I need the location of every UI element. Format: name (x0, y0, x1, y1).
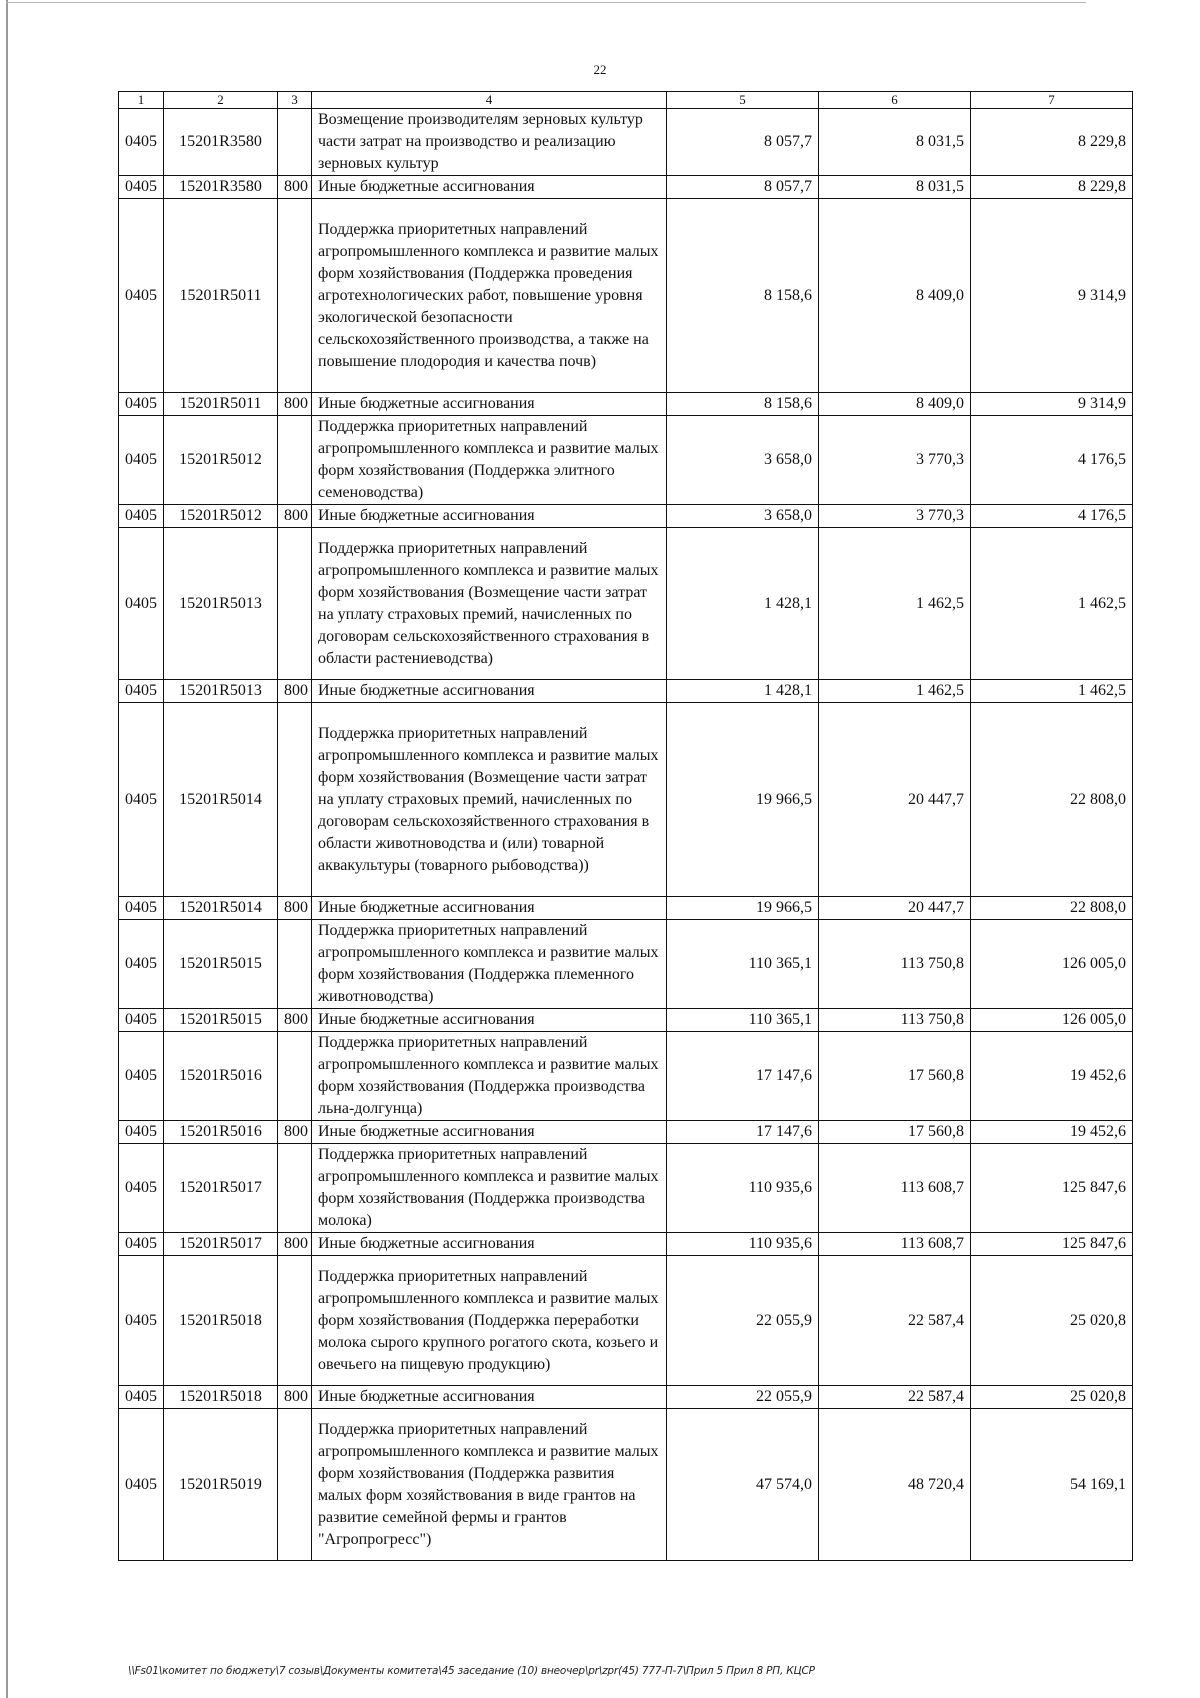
table-row (119, 1121, 1133, 1144)
amount-year3-cell: 4 176,5 (971, 416, 1133, 505)
description-cell: Поддержка приоритетных направлений агропромышленного комплекса и развитие малых форм хозяйствования (Поддержка производства льна-долгунца) (312, 1032, 667, 1121)
amount-year2-cell: 3 770,3 (819, 416, 971, 505)
description-cell: Возмещение производителям зерновых культур части затрат на производство и реализацию зерновых культур (312, 109, 667, 176)
table-row (119, 1386, 1133, 1409)
amount-year1-cell: 3 658,0 (667, 416, 819, 505)
expense-type-cell: 800 (278, 1121, 312, 1144)
table-row (119, 393, 1133, 416)
amount-year2-cell: 22 587,4 (819, 1256, 971, 1386)
amount-year2-cell: 1 462,5 (819, 528, 971, 680)
description-cell: Поддержка приоритетных направлений агропромышленного комплекса и развитие малых форм хозяйствования (Возмещение части затрат на уплату страховых премий, начисленных по договорам сельскохозяйственного страхования в области растениеводства) (312, 528, 667, 680)
amount-year3-cell: 54 169,1 (971, 1409, 1133, 1561)
column-header: 3 (278, 92, 312, 109)
amount-year1-cell: 1 428,1 (667, 680, 819, 703)
amount-year1-cell: 3 658,0 (667, 505, 819, 528)
amount-year1-cell: 47 574,0 (667, 1409, 819, 1561)
column-header: 7 (971, 92, 1133, 109)
table-row (119, 505, 1133, 528)
expense-type-cell (278, 199, 312, 393)
column-header: 1 (119, 92, 164, 109)
amount-year3-cell: 22 808,0 (971, 703, 1133, 897)
table-row (119, 920, 1133, 1009)
column-header: 4 (312, 92, 667, 109)
description-cell: Иные бюджетные ассигнования (312, 505, 667, 528)
description-cell: Поддержка приоритетных направлений агропромышленного комплекса и развитие малых форм хозяйствования (Возмещение части затрат на уплату страховых премий, начисленных по договорам сельскохозяйственного страхования в области животноводства и (или) товарной аквакультуры (товарного рыбоводства)) (312, 703, 667, 897)
amount-year1-cell: 19 966,5 (667, 703, 819, 897)
amount-year2-cell: 17 560,8 (819, 1032, 971, 1121)
target-code-cell: 15201R5015 (164, 920, 278, 1009)
amount-year3-cell: 4 176,5 (971, 505, 1133, 528)
expense-type-cell: 800 (278, 897, 312, 920)
table-row (119, 416, 1133, 505)
expense-type-cell (278, 528, 312, 680)
target-code-cell: 15201R5011 (164, 199, 278, 393)
target-code-cell: 15201R5014 (164, 897, 278, 920)
amount-year2-cell: 22 587,4 (819, 1386, 971, 1409)
expense-type-cell (278, 703, 312, 897)
amount-year3-cell: 126 005,0 (971, 920, 1133, 1009)
expense-type-cell: 800 (278, 505, 312, 528)
amount-year3-cell: 126 005,0 (971, 1009, 1133, 1032)
amount-year3-cell: 8 229,8 (971, 176, 1133, 199)
amount-year2-cell: 8 031,5 (819, 109, 971, 176)
table-row (119, 1409, 1133, 1561)
description-cell: Иные бюджетные ассигнования (312, 897, 667, 920)
target-code-cell: 15201R5015 (164, 1009, 278, 1032)
table-row (119, 1032, 1133, 1121)
description-cell: Поддержка приоритетных направлений агропромышленного комплекса и развитие малых форм хозяйствования (Поддержка элитного семеноводства) (312, 416, 667, 505)
target-code-cell: 15201R5012 (164, 416, 278, 505)
expense-type-cell (278, 1256, 312, 1386)
section-code-cell: 0405 (119, 1121, 164, 1144)
table-row (119, 1009, 1133, 1032)
table-row (119, 897, 1133, 920)
description-cell: Поддержка приоритетных направлений агропромышленного комплекса и развитие малых форм хозяйствования (Поддержка племенного животноводства) (312, 920, 667, 1009)
amount-year1-cell: 19 966,5 (667, 897, 819, 920)
target-code-cell: 15201R5016 (164, 1121, 278, 1144)
expense-type-cell (278, 416, 312, 505)
amount-year2-cell: 20 447,7 (819, 703, 971, 897)
description-cell: Поддержка приоритетных направлений агропромышленного комплекса и развитие малых форм хозяйствования (Поддержка производства молока) (312, 1144, 667, 1233)
target-code-cell: 15201R3580 (164, 176, 278, 199)
section-code-cell: 0405 (119, 1009, 164, 1032)
amount-year2-cell: 20 447,7 (819, 897, 971, 920)
amount-year2-cell: 113 608,7 (819, 1233, 971, 1256)
column-header: 2 (164, 92, 278, 109)
amount-year1-cell: 8 057,7 (667, 109, 819, 176)
amount-year3-cell: 22 808,0 (971, 897, 1133, 920)
description-cell: Поддержка приоритетных направлений агропромышленного комплекса и развитие малых форм хозяйствования (Поддержка переработки молока сырого крупного рогатого скота, козьего и овечьего на пищевую продукцию) (312, 1256, 667, 1386)
table-row (119, 1256, 1133, 1386)
amount-year2-cell: 8 031,5 (819, 176, 971, 199)
target-code-cell: 15201R5017 (164, 1233, 278, 1256)
target-code-cell: 15201R5018 (164, 1256, 278, 1386)
amount-year3-cell: 125 847,6 (971, 1144, 1133, 1233)
amount-year1-cell: 22 055,9 (667, 1386, 819, 1409)
page-number: 22 (593, 62, 607, 77)
amount-year1-cell: 8 158,6 (667, 199, 819, 393)
expense-type-cell (278, 109, 312, 176)
table-row (119, 703, 1133, 897)
target-code-cell: 15201R3580 (164, 109, 278, 176)
section-code-cell: 0405 (119, 528, 164, 680)
section-code-cell: 0405 (119, 505, 164, 528)
section-code-cell: 0405 (119, 1386, 164, 1409)
expense-type-cell: 800 (278, 1386, 312, 1409)
target-code-cell: 15201R5019 (164, 1409, 278, 1561)
section-code-cell: 0405 (119, 176, 164, 199)
section-code-cell: 0405 (119, 1256, 164, 1386)
section-code-cell: 0405 (119, 703, 164, 897)
table-row (119, 109, 1133, 176)
column-header: 6 (819, 92, 971, 109)
expense-type-cell: 800 (278, 176, 312, 199)
amount-year3-cell: 9 314,9 (971, 393, 1133, 416)
expense-type-cell: 800 (278, 1009, 312, 1032)
amount-year2-cell: 113 750,8 (819, 1009, 971, 1032)
amount-year2-cell: 8 409,0 (819, 393, 971, 416)
amount-year3-cell: 25 020,8 (971, 1256, 1133, 1386)
expense-type-cell: 800 (278, 1233, 312, 1256)
amount-year2-cell: 113 750,8 (819, 920, 971, 1009)
scan-border-left (6, 0, 8, 1698)
target-code-cell: 15201R5016 (164, 1032, 278, 1121)
amount-year1-cell: 17 147,6 (667, 1032, 819, 1121)
column-number-row (119, 92, 1133, 109)
expense-type-cell: 800 (278, 393, 312, 416)
table-row (119, 680, 1133, 703)
section-code-cell: 0405 (119, 393, 164, 416)
section-code-cell: 0405 (119, 680, 164, 703)
table-body (119, 109, 1133, 1561)
table-row (119, 176, 1133, 199)
section-code-cell: 0405 (119, 1233, 164, 1256)
amount-year1-cell: 17 147,6 (667, 1121, 819, 1144)
column-header: 5 (667, 92, 819, 109)
section-code-cell: 0405 (119, 897, 164, 920)
section-code-cell: 0405 (119, 199, 164, 393)
amount-year2-cell: 3 770,3 (819, 505, 971, 528)
section-code-cell: 0405 (119, 1144, 164, 1233)
expense-type-cell: 800 (278, 680, 312, 703)
section-code-cell: 0405 (119, 109, 164, 176)
amount-year1-cell: 8 057,7 (667, 176, 819, 199)
description-cell: Иные бюджетные ассигнования (312, 680, 667, 703)
amount-year3-cell: 125 847,6 (971, 1233, 1133, 1256)
amount-year3-cell: 19 452,6 (971, 1032, 1133, 1121)
section-code-cell: 0405 (119, 1409, 164, 1561)
amount-year3-cell: 25 020,8 (971, 1386, 1133, 1409)
expense-type-cell (278, 1409, 312, 1561)
description-cell: Иные бюджетные ассигнования (312, 176, 667, 199)
budget-table (118, 91, 1133, 1561)
expense-type-cell (278, 920, 312, 1009)
amount-year1-cell: 8 158,6 (667, 393, 819, 416)
amount-year1-cell: 110 365,1 (667, 920, 819, 1009)
table-row (119, 199, 1133, 393)
section-code-cell: 0405 (119, 1032, 164, 1121)
amount-year2-cell: 113 608,7 (819, 1144, 971, 1233)
scan-border-top (6, 2, 1086, 3)
expense-type-cell (278, 1032, 312, 1121)
description-cell: Поддержка приоритетных направлений агропромышленного комплекса и развитие малых форм хозяйствования (Поддержка развития малых форм хозяйствования в виде грантов на развитие семейной фермы и грантов "Агропрогресс") (312, 1409, 667, 1561)
target-code-cell: 15201R5012 (164, 505, 278, 528)
target-code-cell: 15201R5013 (164, 680, 278, 703)
target-code-cell: 15201R5013 (164, 528, 278, 680)
amount-year2-cell: 48 720,4 (819, 1409, 971, 1561)
amount-year3-cell: 8 229,8 (971, 109, 1133, 176)
amount-year3-cell: 1 462,5 (971, 528, 1133, 680)
amount-year3-cell: 1 462,5 (971, 680, 1133, 703)
expense-type-cell (278, 1144, 312, 1233)
description-cell: Иные бюджетные ассигнования (312, 1386, 667, 1409)
table-row (119, 528, 1133, 680)
section-code-cell: 0405 (119, 416, 164, 505)
amount-year2-cell: 8 409,0 (819, 199, 971, 393)
amount-year3-cell: 9 314,9 (971, 199, 1133, 393)
amount-year3-cell: 19 452,6 (971, 1121, 1133, 1144)
description-cell: Поддержка приоритетных направлений агропромышленного комплекса и развитие малых форм хозяйствования (Поддержка проведения агротехнологических работ, повышение уровня экологической безопасности сельскохозяйственного производства, а также на повышение плодородия и качества почв) (312, 199, 667, 393)
amount-year2-cell: 17 560,8 (819, 1121, 971, 1144)
amount-year1-cell: 110 365,1 (667, 1009, 819, 1032)
target-code-cell: 15201R5014 (164, 703, 278, 897)
table-row (119, 1144, 1133, 1233)
amount-year1-cell: 110 935,6 (667, 1144, 819, 1233)
amount-year1-cell: 22 055,9 (667, 1256, 819, 1386)
description-cell: Иные бюджетные ассигнования (312, 393, 667, 416)
target-code-cell: 15201R5011 (164, 393, 278, 416)
target-code-cell: 15201R5017 (164, 1144, 278, 1233)
description-cell: Иные бюджетные ассигнования (312, 1009, 667, 1032)
amount-year2-cell: 1 462,5 (819, 680, 971, 703)
amount-year1-cell: 1 428,1 (667, 528, 819, 680)
description-cell: Иные бюджетные ассигнования (312, 1121, 667, 1144)
amount-year1-cell: 110 935,6 (667, 1233, 819, 1256)
target-code-cell: 15201R5018 (164, 1386, 278, 1409)
description-cell: Иные бюджетные ассигнования (312, 1233, 667, 1256)
table-row (119, 1233, 1133, 1256)
section-code-cell: 0405 (119, 920, 164, 1009)
footer-file-path: \\Fs01\комитет по бюджету\7 созыв\Документы комитета\45 заседание (10) внеочер\pr\zpr(45) 777-П-7\Прил 5 Прил 8 РП, КЦСР (128, 1665, 815, 1677)
